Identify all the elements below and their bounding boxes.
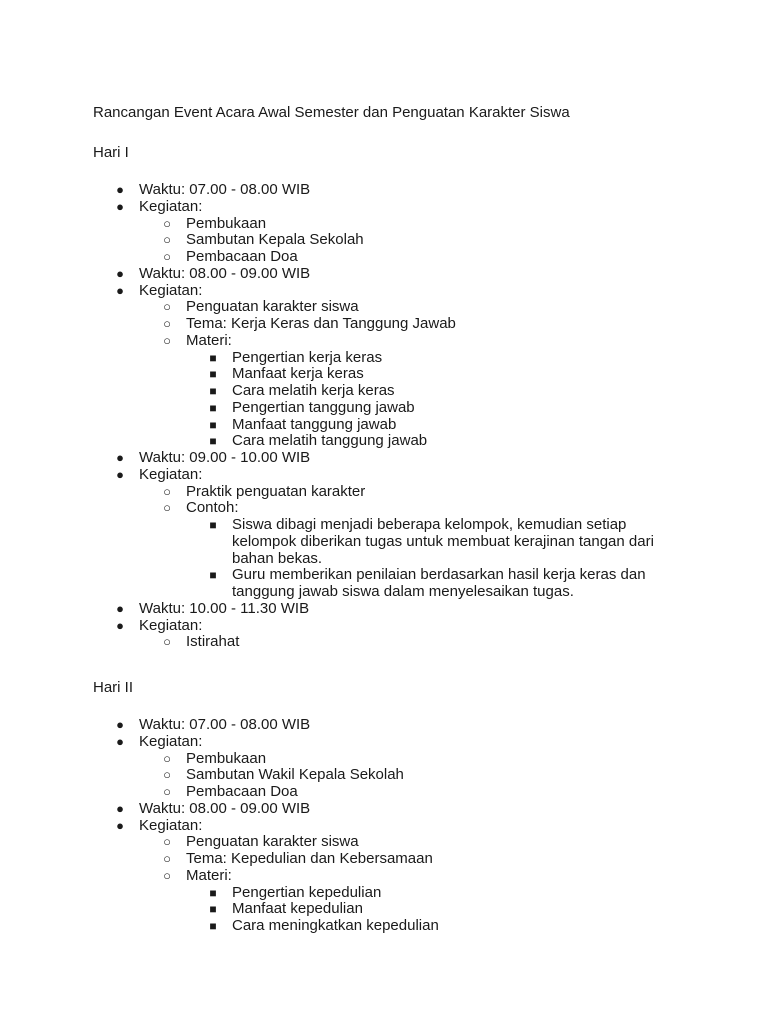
bullet-square-icon: ■	[209, 568, 217, 583]
list-item: ○ Penguatan karakter siswa	[0, 834, 768, 851]
list-item: ■ Pengertian kepedulian	[0, 885, 768, 902]
bullet-dot-icon: ●	[116, 600, 124, 616]
bullet-dot-icon: ●	[116, 817, 124, 833]
list-item: ○ Tema: Kepedulian dan Kebersamaan	[0, 851, 768, 868]
list-item: ■ Pengertian tanggung jawab	[0, 400, 768, 417]
list-item: ○ Materi:	[0, 868, 768, 885]
bullet-square-icon: ■	[209, 367, 217, 382]
list-item: ■ Siswa dibagi menjadi beberapa kelompok, kemudian setiap	[0, 517, 768, 534]
list-item: ○ Pembacaan Doa	[0, 249, 768, 266]
list-item: ● Waktu: 08.00 - 09.00 WIB	[0, 266, 768, 283]
list-item: ● Kegiatan:	[0, 818, 768, 835]
list-item: ○ Materi:	[0, 333, 768, 350]
list-item: ● Waktu: 09.00 - 10.00 WIB	[0, 450, 768, 467]
list-item-continuation: tanggung jawab siswa dalam menyelesaikan tugas.	[232, 583, 574, 600]
bullet-dot-icon: ●	[116, 466, 124, 482]
list-item: ● Kegiatan:	[0, 734, 768, 751]
bullet-circle-icon: ○	[163, 332, 171, 348]
list-item: ■ Manfaat kepedulian	[0, 901, 768, 918]
bullet-dot-icon: ●	[116, 800, 124, 816]
bullet-circle-icon: ○	[163, 784, 171, 799]
list-item: ■ Cara melatih tanggung jawab	[0, 433, 768, 450]
list-item: ● Waktu: 08.00 - 09.00 WIB	[0, 801, 768, 818]
list-item: ○ Penguatan karakter siswa	[0, 299, 768, 316]
bullet-dot-icon: ●	[116, 182, 124, 197]
day-1-heading: Hari I	[93, 144, 129, 161]
list-item: ■ Manfaat tanggung jawab	[0, 417, 768, 434]
bullet-circle-icon: ○	[163, 500, 171, 516]
list-item: ○ Contoh:	[0, 500, 768, 517]
bullet-square-icon: ■	[209, 902, 217, 917]
list-item: ■ Guru memberikan penilaian berdasarkan hasil kerja keras dan	[0, 567, 768, 584]
list-item-continuation: bahan bekas.	[232, 549, 323, 567]
bullet-circle-icon: ○	[163, 834, 171, 850]
list-item: ● Kegiatan:	[0, 467, 768, 484]
bullet-dot-icon: ●	[116, 617, 124, 633]
list-item: ○ Sambutan Wakil Kepala Sekolah	[0, 767, 768, 784]
list-item: ○ Pembukaan	[0, 751, 768, 768]
day-2-heading: Hari II	[93, 679, 134, 696]
list-item: ● Waktu: 07.00 - 08.00 WIB	[0, 717, 768, 734]
bullet-circle-icon: ○	[163, 750, 171, 766]
bullet-dot-icon: ●	[116, 717, 124, 732]
list-item: ■ Cara melatih kerja keras	[0, 383, 768, 400]
bullet-dot-icon: ●	[116, 450, 124, 465]
bullet-square-icon: ■	[209, 417, 217, 432]
bullet-square-icon: ■	[209, 919, 217, 933]
bullet-circle-icon: ○	[163, 232, 171, 248]
list-item: ● Waktu: 10.00 - 11.30 WIB	[0, 601, 768, 618]
list-item: ● Waktu: 07.00 - 08.00 WIB	[0, 182, 768, 199]
list-item: ● Kegiatan:	[0, 618, 768, 635]
list-item: ○ Pembacaan Doa	[0, 784, 768, 801]
list-item: ● Kegiatan:	[0, 283, 768, 300]
bullet-square-icon: ■	[209, 434, 217, 449]
list-item: ■ Cara meningkatkan kepedulian	[0, 918, 768, 935]
bullet-circle-icon: ○	[163, 634, 171, 650]
list-item-continuation: kelompok diberikan tugas untuk membuat kerajinan tangan dari	[232, 532, 654, 550]
bullet-square-icon: ■	[209, 885, 217, 900]
bullet-circle-icon: ○	[163, 851, 171, 866]
list-item: ■ Pengertian kerja keras	[0, 350, 768, 367]
bullet-square-icon: ■	[209, 400, 217, 415]
day-2-list	[0, 717, 768, 935]
bullet-circle-icon: ○	[163, 316, 171, 331]
bullet-dot-icon: ●	[116, 265, 124, 281]
list-item: ○ Tema: Kerja Keras dan Tanggung Jawab	[0, 316, 768, 333]
list-item: ○ Istirahat	[0, 634, 768, 651]
day-1-list	[0, 182, 768, 651]
bullet-circle-icon: ○	[163, 767, 171, 783]
bullet-square-icon: ■	[209, 350, 217, 365]
bullet-dot-icon: ●	[116, 198, 124, 214]
list-item: ■ Manfaat kerja keras	[0, 366, 768, 383]
bullet-dot-icon: ●	[116, 733, 124, 749]
bullet-circle-icon: ○	[163, 867, 171, 883]
bullet-square-icon: ■	[209, 384, 217, 398]
list-item: ● Kegiatan:	[0, 199, 768, 216]
bullet-circle-icon: ○	[163, 483, 171, 499]
list-item: ○ Pembukaan	[0, 216, 768, 233]
bullet-dot-icon: ●	[116, 282, 124, 298]
document-title: Rancangan Event Acara Awal Semester dan Penguatan Karakter Siswa	[93, 104, 570, 121]
bullet-square-icon: ■	[209, 518, 217, 532]
bullet-circle-icon: ○	[163, 215, 171, 231]
bullet-circle-icon: ○	[163, 249, 171, 264]
list-item: ○ Sambutan Kepala Sekolah	[0, 232, 768, 249]
list-item: ○ Praktik penguatan karakter	[0, 484, 768, 501]
bullet-circle-icon: ○	[163, 299, 171, 315]
